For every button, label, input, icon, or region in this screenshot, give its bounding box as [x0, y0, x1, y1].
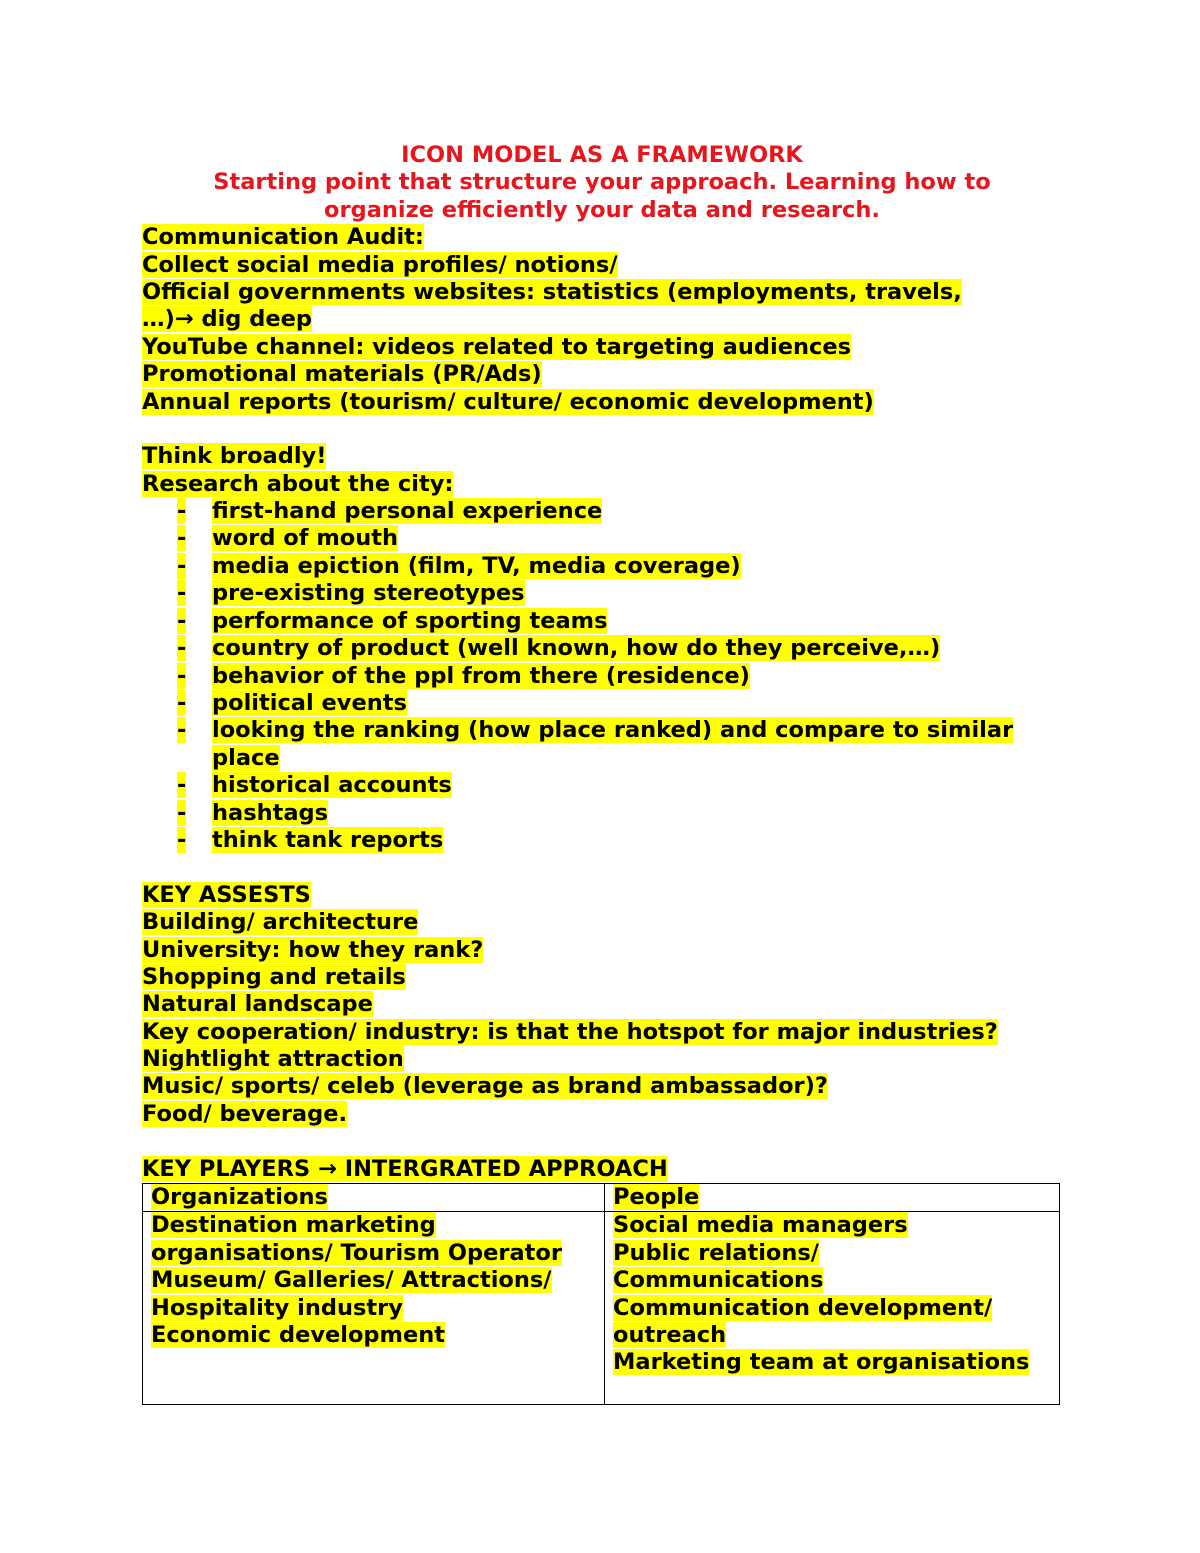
asset-line: Food/ beverage.	[142, 1100, 348, 1127]
table-header-organizations: Organizations	[143, 1184, 605, 1212]
list-item: Social media managers	[613, 1212, 908, 1239]
organizations-cell	[143, 1212, 605, 1405]
spacer	[142, 416, 1062, 443]
bullet-item: - first-hand personal experience	[177, 498, 603, 525]
list-item: organisations/ Tourism Operator	[151, 1239, 562, 1266]
people-cell	[605, 1212, 1060, 1405]
asset-line: Music/ sports/ celeb (leverage as brand ambassador)?	[142, 1073, 828, 1100]
spacer	[142, 1128, 1062, 1155]
list-item: Destination marketing	[151, 1212, 436, 1239]
table-header-row	[143, 1184, 1060, 1212]
list-item: Public relations/	[613, 1239, 820, 1266]
list-item: Communications	[613, 1267, 824, 1294]
audit-line: Promotional materials (PR/Ads)	[142, 361, 542, 388]
audit-line: YouTube channel: videos related to targeting audiences	[142, 333, 851, 360]
list-item: Communication development/	[613, 1294, 993, 1321]
asset-line: Nightlight attraction	[142, 1046, 404, 1073]
bullet-item: - historical accounts	[177, 772, 452, 799]
doc-subtitle-line-1: Starting point that structure your approach. Learning how to	[213, 169, 991, 196]
doc-subtitle-line-2: organize efficiently your data and research.	[324, 196, 880, 223]
asset-line: Key cooperation/ industry: is that the hotspot for major industries?	[142, 1018, 998, 1045]
think-subheading: Research about the city:	[142, 470, 454, 497]
list-item: Museum/ Galleries/ Attractions/	[151, 1267, 552, 1294]
bullet-item: - behavior of the ppl from there (residence)	[177, 662, 750, 689]
think-heading: Think broadly!	[142, 443, 327, 470]
asset-line: Natural landscape	[142, 991, 373, 1018]
list-item: Hospitality industry	[151, 1294, 403, 1321]
list-item: Marketing team at organisations	[613, 1349, 1030, 1376]
bullet-item: - looking the ranking (how place ranked) and compare to similar place	[177, 717, 1014, 771]
audit-line: Collect social media profiles/ notions/	[142, 251, 618, 278]
list-item: outreach	[613, 1322, 727, 1349]
bullet-item: - media epiction (film, TV, media coverage)	[177, 552, 741, 579]
audit-line: …)→ dig deep	[142, 306, 312, 333]
bullet-item: - political events	[177, 689, 407, 716]
asset-line: Building/ architecture	[142, 909, 419, 936]
asset-line: University: how they rank?	[142, 936, 484, 963]
doc-title: ICON MODEL AS A FRAMEWORK	[401, 142, 803, 168]
document-body	[142, 142, 1062, 1405]
players-heading: KEY PLAYERS → INTERGRATED APPROACH	[142, 1155, 668, 1182]
table-row	[143, 1212, 1060, 1405]
bullet-item: - performance of sporting teams	[177, 607, 608, 634]
key-players-table	[142, 1183, 1060, 1405]
spacer	[142, 854, 1062, 881]
bullet-item: - pre-existing stereotypes	[177, 580, 525, 607]
bullet-item: - word of mouth	[177, 525, 399, 552]
table-header-people: People	[605, 1184, 1060, 1212]
assets-heading: KEY ASSESTS	[142, 881, 311, 908]
audit-line: Official governments websites: statistics (employments, travels,	[142, 278, 962, 305]
bullet-item: - think tank reports	[177, 826, 444, 853]
bullet-item: - country of product (well known, how do they perceive,…)	[177, 635, 941, 662]
asset-line: Shopping and retails	[142, 963, 406, 990]
audit-line: Annual reports (tourism/ culture/ economic development)	[142, 388, 874, 415]
bullet-item: - hashtags	[177, 799, 329, 826]
list-item: Economic development	[151, 1322, 446, 1349]
audit-heading: Communication Audit:	[142, 224, 424, 251]
